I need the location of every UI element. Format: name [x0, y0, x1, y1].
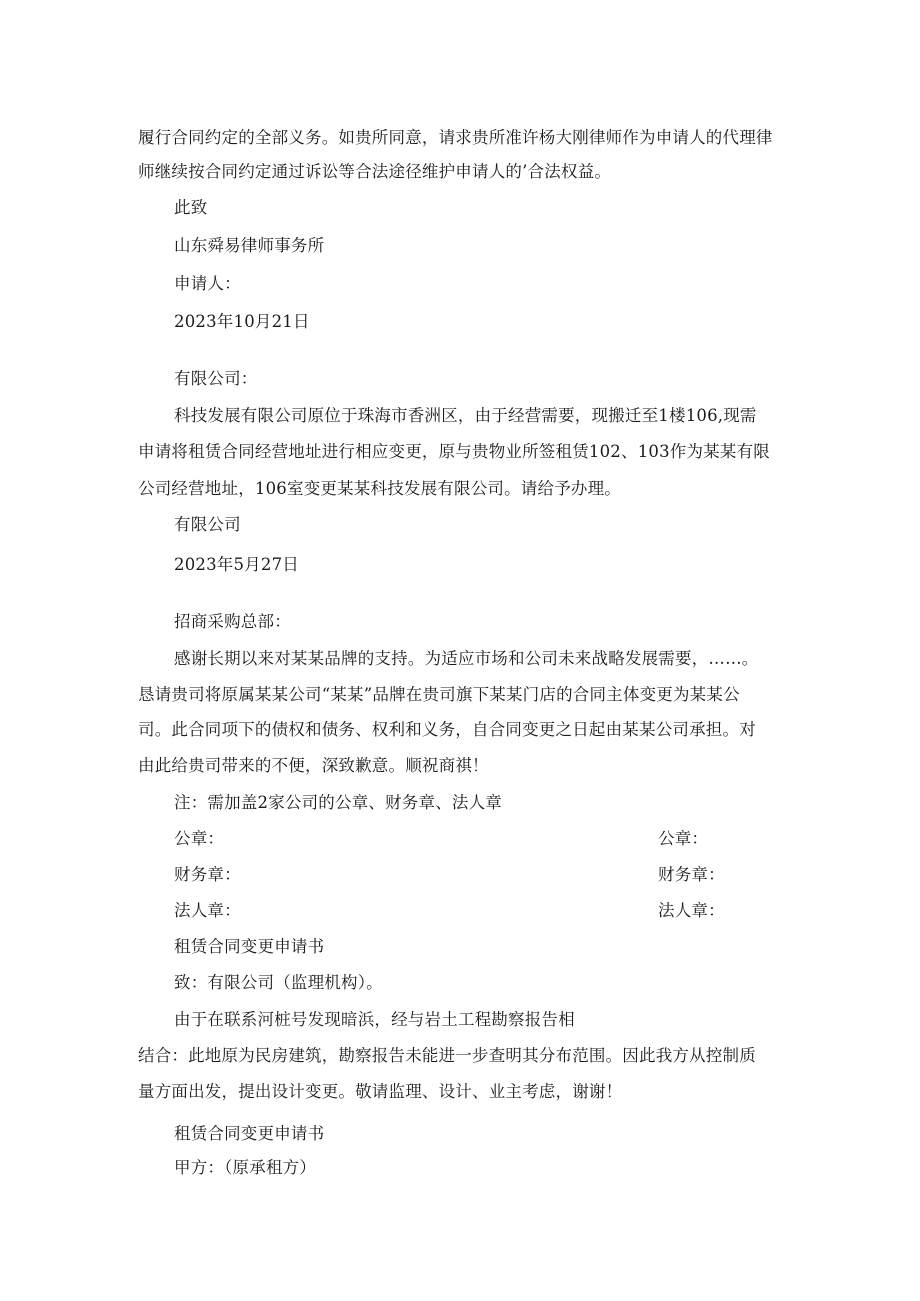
company-seal-label-left: 公章： [174, 829, 225, 848]
finance-seal-label-right: 财务章： [658, 865, 725, 884]
signer-2: 有限公司 [174, 515, 241, 534]
date-2: 2023年5月27日 [174, 555, 299, 574]
paragraph-2-line-2: 申请将租赁合同经营地址进行相应变更，原与贵物业所签租赁102、103作为某某有限 [138, 442, 770, 461]
section-title-4: 租赁合同变更申请书 [174, 937, 325, 956]
paragraph-3-line-4: 由此给贵司带来的不便，深致歉意。顺祝商祺！ [138, 756, 489, 775]
section-title-5: 租赁合同变更申请书 [174, 1124, 325, 1143]
legal-rep-seal-label-left: 法人章： [174, 901, 241, 920]
party-a-label: 甲方：（原承租方） [174, 1158, 317, 1177]
finance-seal-label-left: 财务章： [174, 865, 241, 884]
paragraph-2-line-1: 科技发展有限公司原位于珠海市香洲区，由于经营需要，现搬迁至1楼106,现需 [174, 406, 757, 425]
addressee-4: 致：有限公司（监理机构）。 [174, 973, 383, 992]
paragraph-4-line-2: 结合：此地原为民房建筑，勘察报告未能进一步查明其分布范围。因此我方从控制质 [138, 1046, 756, 1065]
paragraph-3-line-3: 司。此合同项下的债权和债务、权利和义务，自合同变更之日起由某某公司承担。对 [138, 720, 756, 739]
law-firm-name: 山东舜易律师事务所 [174, 236, 325, 255]
paragraph-4-line-1: 由于在联系河桩号发现暗浜，经与岩土工程勘察报告相 [174, 1010, 575, 1029]
salutation: 此致 [174, 198, 208, 217]
legal-rep-seal-label-right: 法人章： [658, 901, 725, 920]
paragraph-4-line-3: 量方面出发，提出设计变更。敬请监理、设计、业主考虑，谢谢！ [138, 1082, 623, 1101]
paragraph-3-line-2: 恳请贵司将原属某某公司“某某”品牌在贵司旗下某某门店的合同主体变更为某某公 [138, 685, 740, 704]
paragraph-2-line-3: 公司经营地址，106室变更某某科技发展有限公司。请给予办理。 [138, 479, 621, 498]
addressee-3: 招商采购总部： [174, 612, 291, 631]
paragraph-1-line-2: 师继续按合同约定通过诉讼等合法途径维护申请人的’合法权益。 [138, 162, 612, 181]
applicant-label: 申请人： [174, 274, 241, 293]
company-seal-label-right: 公章： [658, 829, 709, 848]
paragraph-3-line-1: 感谢长期以来对某某品牌的支持。为适应市场和公司未来战略发展需要，……。 [174, 649, 759, 668]
date-1: 2023年10月21日 [174, 312, 310, 331]
paragraph-1-line-1: 履行合同约定的全部义务。如贵所同意，请求贵所准许杨大刚律师作为申请人的代理律 [138, 128, 773, 147]
stamp-note: 注：需加盖2家公司的公章、财务章、法人章 [174, 793, 502, 812]
addressee-2: 有限公司： [174, 369, 258, 388]
